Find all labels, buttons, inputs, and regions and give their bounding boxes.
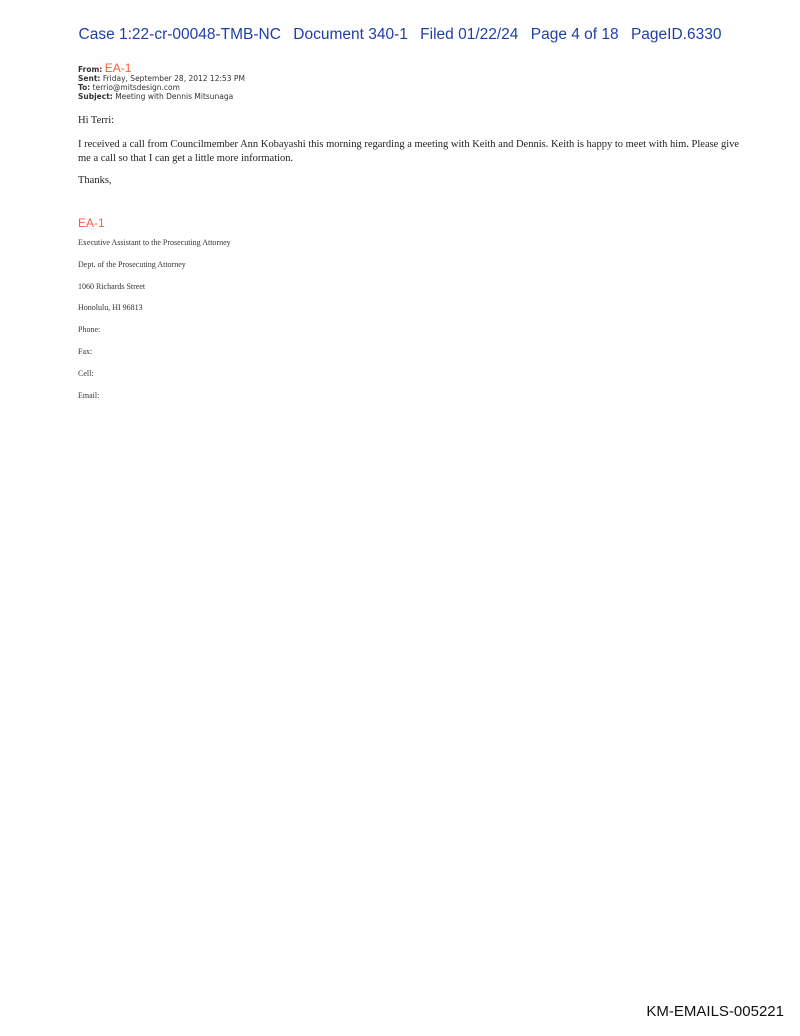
email-message: [78, 61, 750, 401]
signature-phone: Phone:: [78, 325, 101, 335]
page-id: PageID.6330: [630, 26, 722, 43]
email-greeting: Hi Terri:: [78, 115, 115, 126]
email-closing: Thanks,: [78, 175, 112, 186]
signature-fax: Fax:: [78, 346, 93, 356]
email-from-line: [78, 61, 750, 75]
signature-cell: Cell:: [78, 368, 94, 378]
signature-title: Executive Assistant to the Prosecuting Attorney: [78, 238, 231, 247]
subject-value: Meeting with Dennis Mitsunaga: [115, 92, 234, 101]
sent-value: Friday, September 28, 2012 12:53 PM: [102, 74, 245, 83]
email-subject-line: [78, 92, 750, 101]
email-sent-line: [78, 74, 750, 83]
page-number: Page 4 of 18: [530, 26, 619, 43]
from-label: From:: [78, 65, 103, 74]
signature-email: Email:: [78, 390, 100, 400]
bates-number: KM-EMAILS-005221: [646, 1003, 784, 1020]
signature-department: Dept. of the Prosecuting Attorney: [78, 259, 186, 269]
signature-redacted-name: EA-1: [78, 216, 105, 230]
filed-date: Filed 01/22/24: [420, 26, 519, 43]
case-number: Case 1:22-cr-00048-TMB-NC: [78, 26, 281, 43]
email-to-line: [78, 83, 750, 92]
document-number: Document 340-1: [293, 26, 408, 43]
sent-label: Sent:: [78, 74, 101, 83]
case-header: [0, 26, 800, 44]
to-label: To:: [78, 83, 91, 92]
signature-city: Honolulu, HI 96813: [78, 303, 143, 313]
from-redacted-name: EA-1: [104, 61, 132, 75]
signature-street: 1060 Richards Street: [78, 281, 146, 291]
subject-label: Subject:: [78, 92, 113, 101]
to-value: terrio@mitsdesign.com: [92, 83, 180, 92]
email-body: I received a call from Councilmember Ann Kobayashi this morning regarding a meeting with Keith and Dennis. Keith is happy to meet with him. Please give me a call so that I can get a little more information.: [78, 139, 740, 164]
